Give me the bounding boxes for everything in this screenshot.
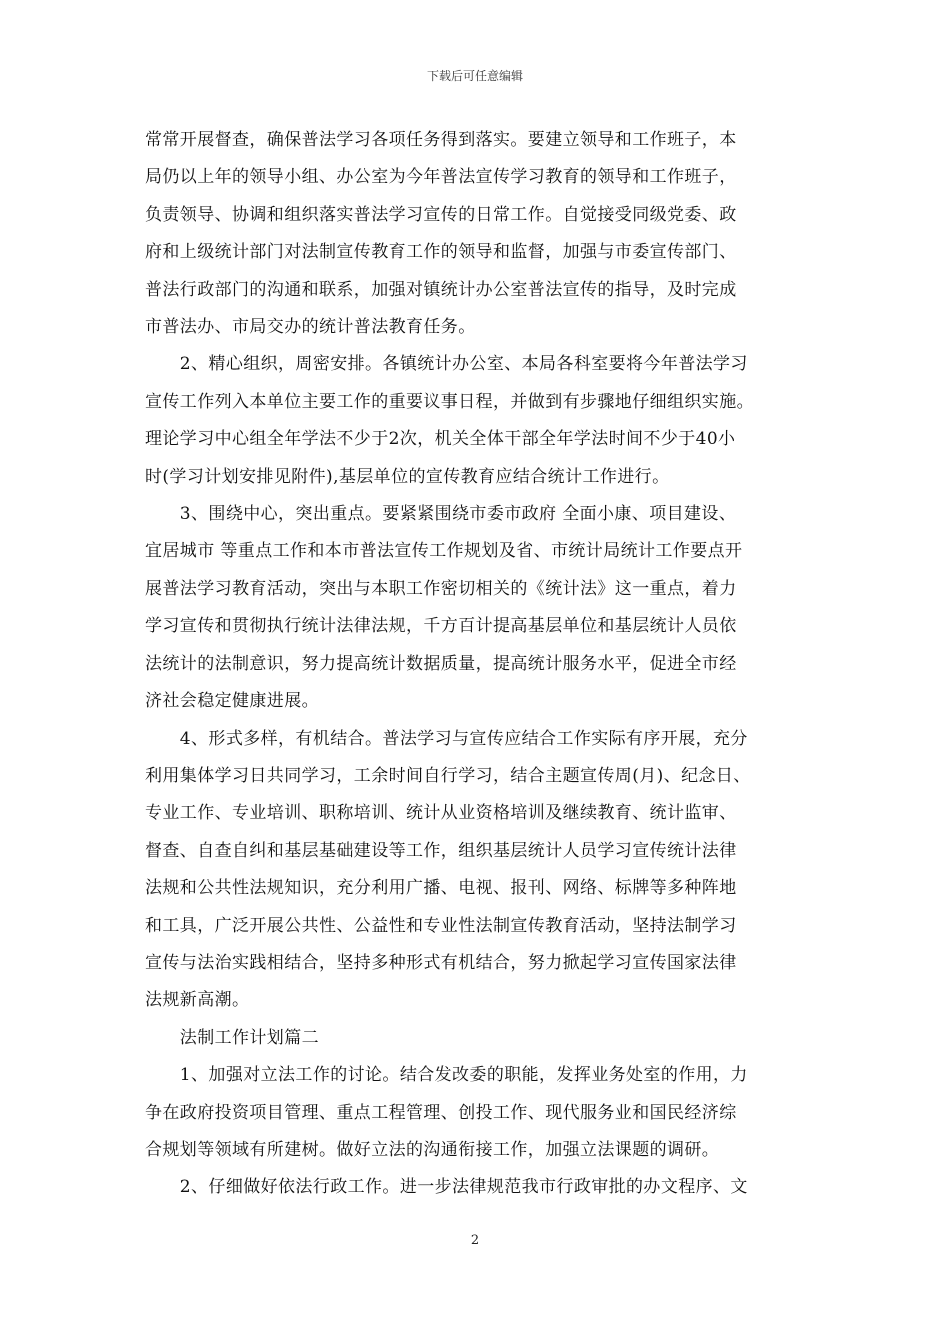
paragraph-5: 1、加强对立法工作的讨论。结合发改委的职能，发挥业务处室的作用，力 争在政府投资项目管理、重点工程管理、创投工作、现代服务业和国民经济综 合规划等领域有所建树。做好立法的沟通衔接工作，加强立法课题的调研。 bbox=[145, 1065, 748, 1160]
page-number: 2 bbox=[470, 1233, 480, 1248]
paragraph-1: 常常开展督查，确保普法学习各项任务得到落实。要建立领导和工作班子，本 局仍以上年的领导小组、办公室为今年普法宣传学习教育的领导和工作班子， 负责领导、协调和组织落实普法学习宣传的日常工作。自觉接受同级党委、政 府和上级统计部门对法制宣传教育工作的领导和监督，加强与市委宣传部门、 普法行政部门的沟通和联系，加强对镇统计办公室普法宣传的指导，及时完成 市普法办、市局交办的统计普法教育任务。 bbox=[145, 130, 737, 338]
section-heading: 法制工作计划篇二 bbox=[145, 1027, 319, 1048]
paragraph-6: 2、仔细做好依法行政工作。进一步法律规范我市行政审批的办文程序、文 bbox=[145, 1177, 748, 1198]
paragraph-4: 4、形式多样，有机结合。普法学习与宣传应结合工作实际有序开展，充分 利用集体学习日共同学习，工余时间自行学习，结合主题宣传周(月)、纪念日、 专业工作、专业培训、职称培训、统计从业资格培训及继续教育、统计监审、 督查、自查自纠和基层基础建设等工作，组织基层统计人员学习宣传统计法律 法规和公共性法规知识，充分利用广播、电视、报刊、网络、标牌等多种阵地 和工具，广泛开展公共性、公益性和专业性法制宣传教育活动，坚持法制学习 宣传与法治实践相结合，坚持多种形式有机结合，努力掀起学习宣传国家法律 法规新高潮。 bbox=[145, 728, 751, 1011]
paragraph-2: 2、精心组织，周密安排。各镇统计办公室、本局各科室要将今年普法学习 宣传工作列入本单位主要工作的重要议事日程，并做到有步骤地仔细组织实施。 理论学习中心组全年学法不少于2次，机关全体干部全年学法时间不少于40小 时(学习计划安排见附件),基层单位的宣传教育应结合统计工作进行。 bbox=[145, 354, 754, 487]
paragraph-3: 3、围绕中心，突出重点。要紧紧围绕市委市政府 全面小康、项目建设、 宜居城市 等重点工作和本市普法宣传工作规划及省、市统计局统计工作要点开 展普法学习教育活动，突出与本职工作密切相关的《统计法》这一重点，着力 学习宣传和贯彻执行统计法律法规，千方百计提高基层单位和基层统计人员依 法统计的法制意识，努力提高统计数据质量，提高统计服务水平，促进全市经 济社会稳定健康进展。 bbox=[145, 504, 743, 712]
document-body bbox=[145, 122, 817, 1207]
page-header: 下载后可任意编辑 bbox=[426, 69, 523, 83]
